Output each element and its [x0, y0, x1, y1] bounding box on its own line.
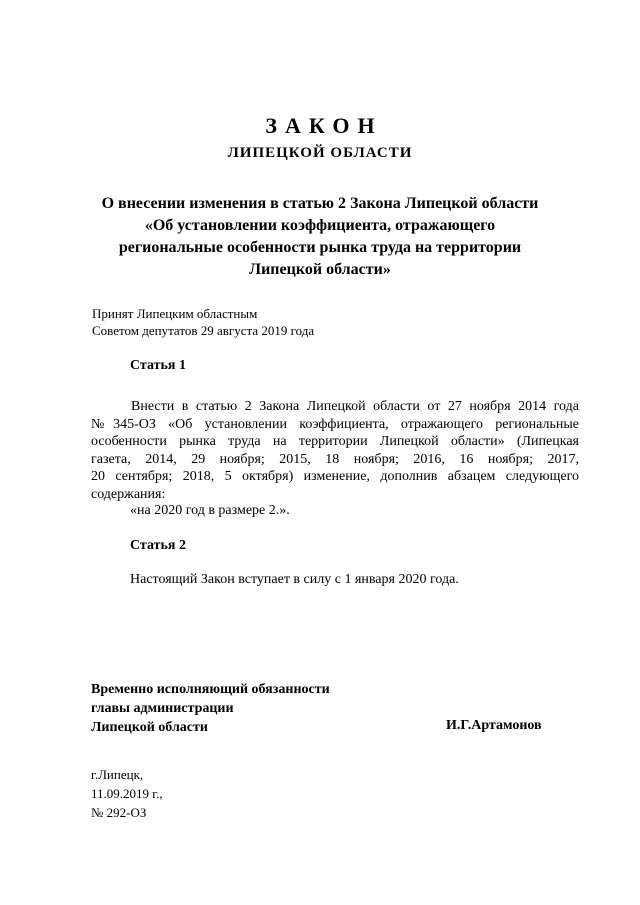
signature-line: Временно исполняющий обязанности: [91, 682, 330, 697]
signatory-name: И.Г.Артамонов: [446, 718, 542, 733]
law-name: [70, 193, 570, 281]
article-1-line: газета, 2014, 29 ноября; 2015, 18 ноября; 2016, 16 ноября; 2017,: [91, 451, 579, 467]
law-name-line: региональные особенности рынка труда на территории: [118, 239, 522, 256]
law-name-line: О внесении изменения в статью 2 Закона Липецкой области: [101, 195, 539, 212]
document-footer: [91, 765, 163, 822]
adoption-line: Принят Липецким областным: [92, 306, 258, 321]
footer-number: № 292-ОЗ: [91, 805, 147, 820]
article-1-line: особенности рынка труда на территории Липецкой области» (Липецкая: [91, 434, 579, 449]
article-1-line: содержания:: [91, 486, 166, 502]
signature-line: Липецкой области: [91, 720, 208, 735]
law-name-line: Липецкой области»: [249, 261, 391, 278]
document-title: ЗАКОН: [265, 113, 383, 138]
article-1-line: 20 сентября; 2018, 5 октября) изменение, дополнив абзацем следующего: [91, 469, 579, 484]
adoption-line: Советом депутатов 29 августа 2019 года: [92, 323, 315, 338]
article-1-line: Внести в статью 2 Закона Липецкой области от 27 ноября 2014 года: [131, 399, 579, 414]
article-1-line: №345-ОЗ «Об установлении коэффициента, отражающего региональные: [91, 416, 579, 432]
article-1-text: [91, 398, 579, 503]
law-name-line: «Об установлении коэффициента, отражающего: [144, 217, 496, 234]
article-2-heading: Статья 2: [130, 538, 186, 553]
document-region: ЛИПЕЦКОЙ ОБЛАСТИ: [227, 145, 413, 161]
footer-city: г.Липецк,: [91, 767, 144, 782]
article-1-heading: Статья 1: [130, 358, 186, 373]
article-2-text: Настоящий Закон вступает в силу с 1 января 2020 года.: [130, 572, 459, 587]
footer-date: 11.09.2019 г.,: [91, 786, 163, 801]
article-1-quote: «на 2020 год в размере 2.».: [130, 503, 290, 518]
signature-line: главы администрации: [91, 701, 234, 716]
adoption-note: [92, 305, 314, 339]
signature-position: [91, 680, 330, 737]
